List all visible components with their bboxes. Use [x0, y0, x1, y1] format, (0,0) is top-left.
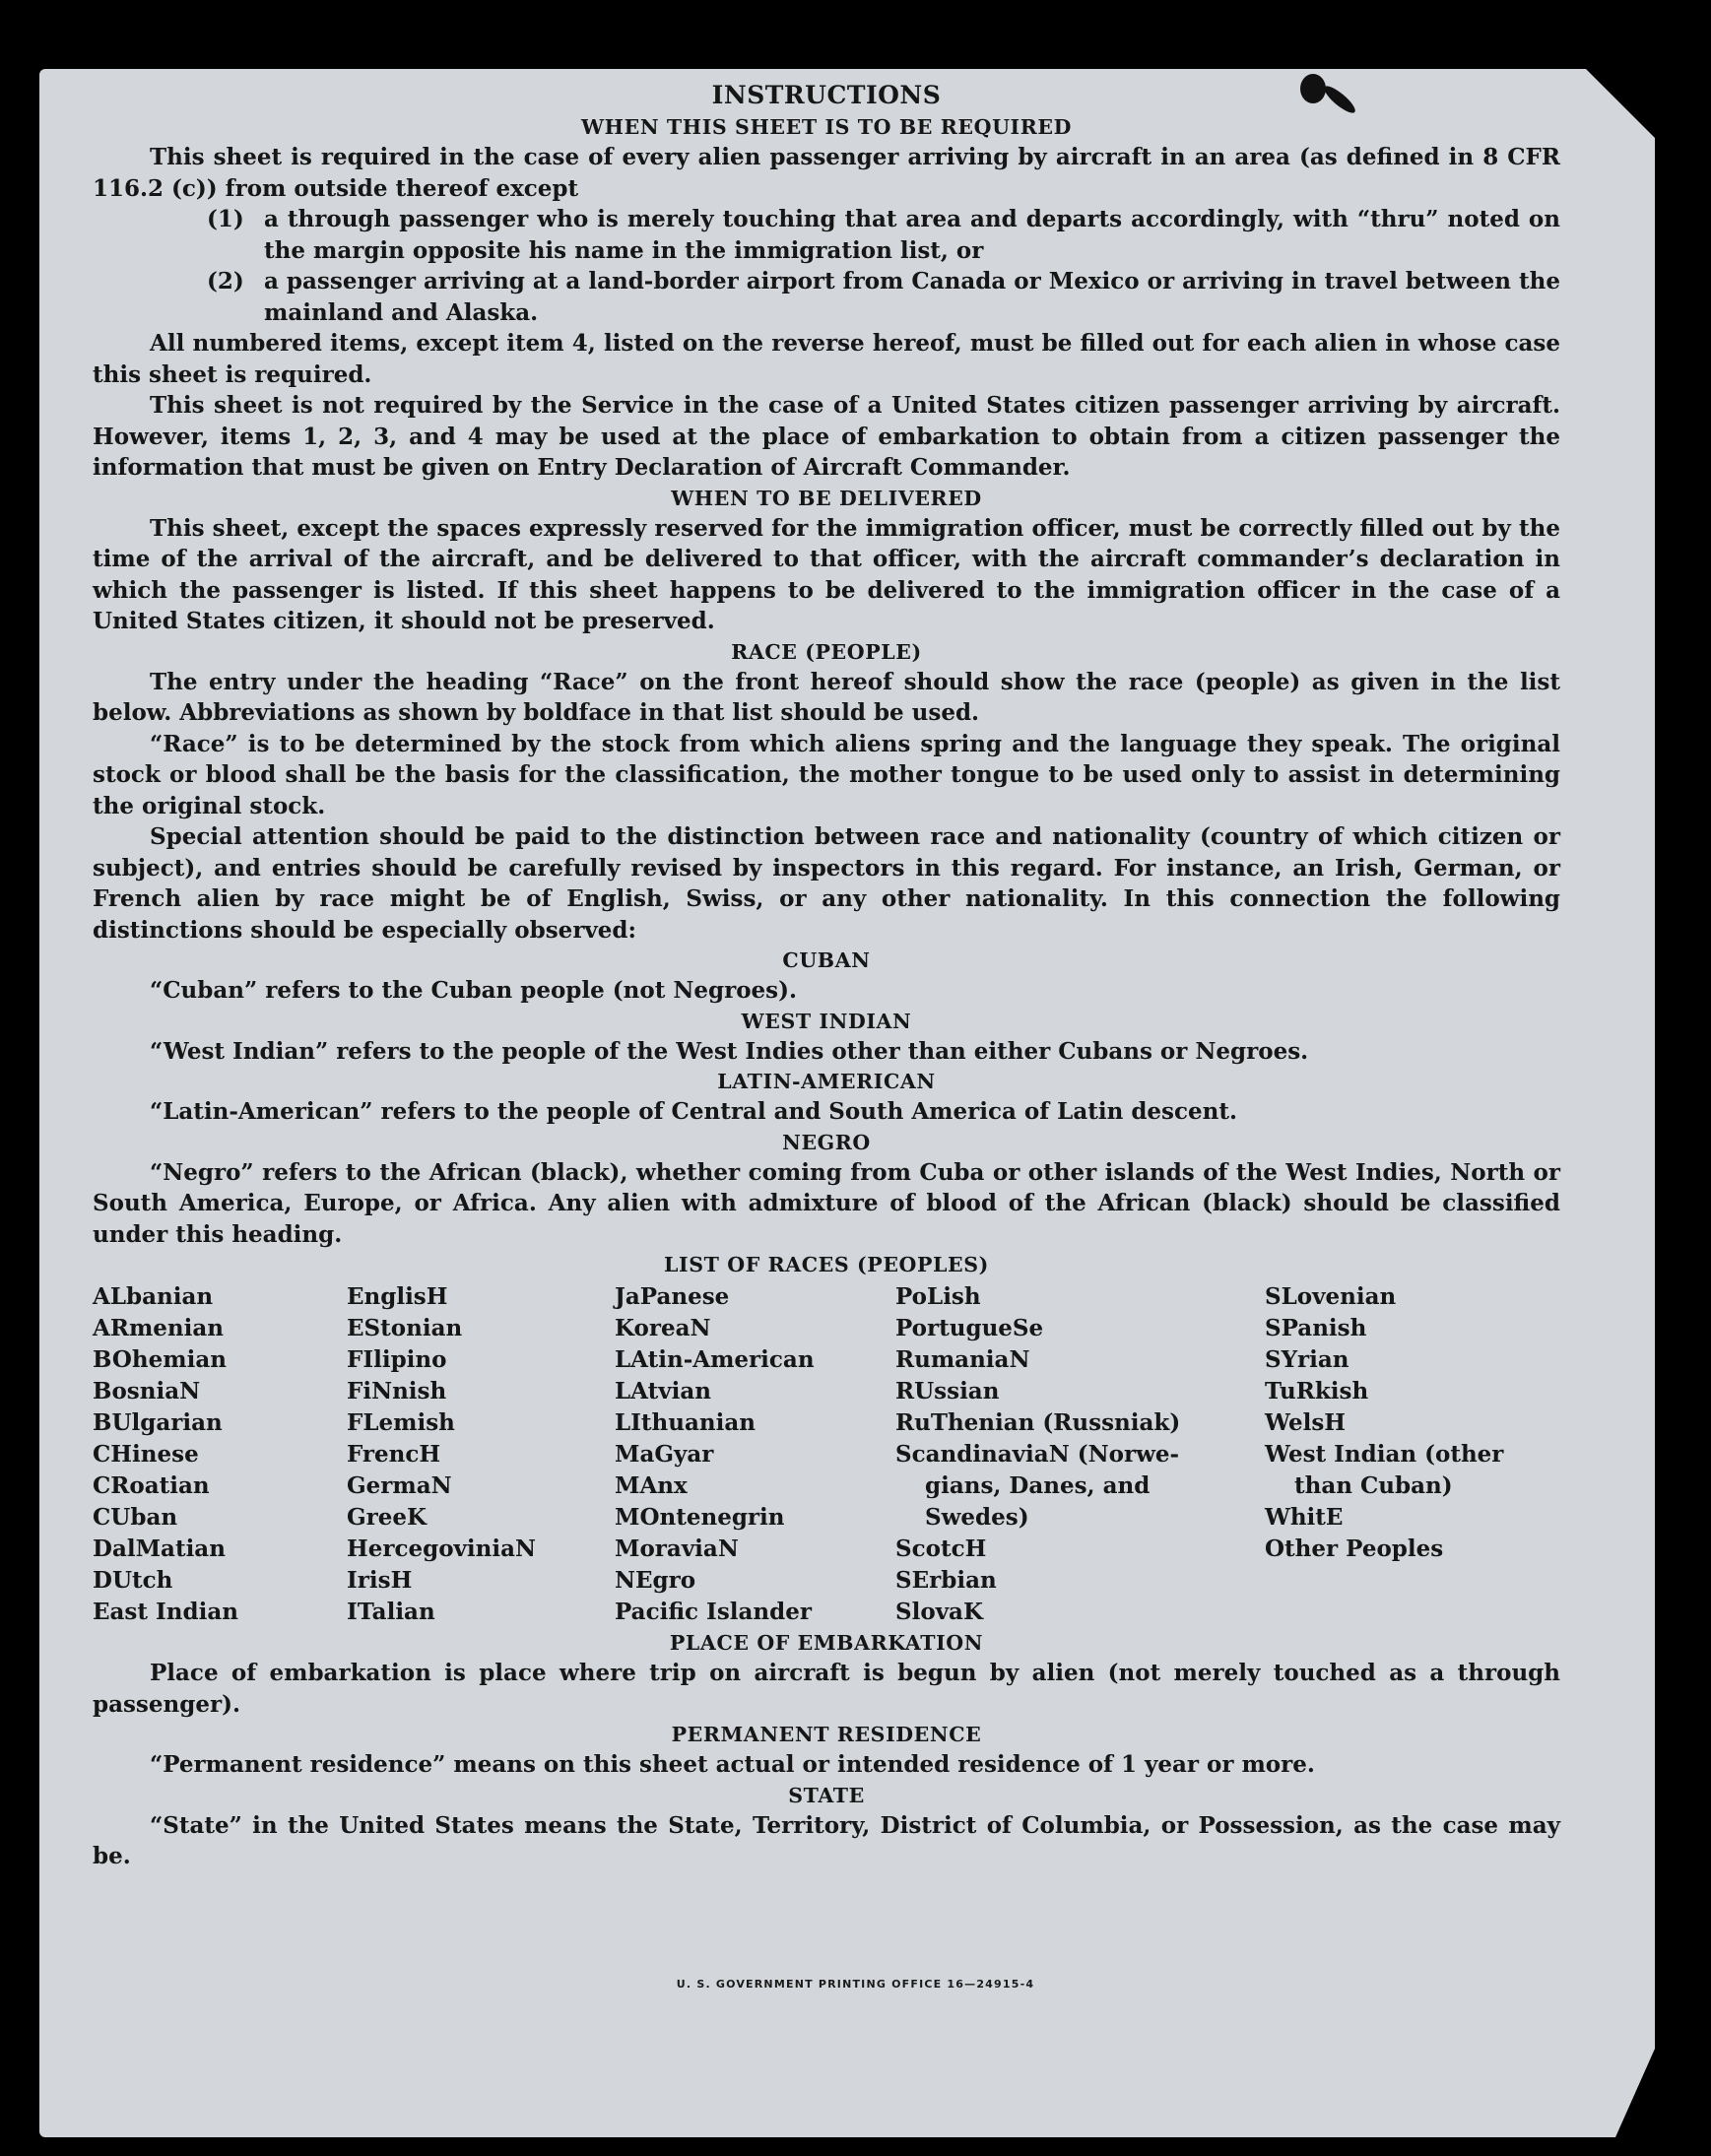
race-entry: FiNnish — [347, 1378, 447, 1405]
paragraph-latin-american: “Latin-American” refers to the people of Central and South America of Latin descent. — [150, 1098, 1237, 1125]
race-entry: ALbanian — [93, 1283, 214, 1310]
section-heading-state: STATE — [788, 1783, 865, 1807]
race-entry: West Indian (other — [1265, 1441, 1504, 1468]
race-entry: MAnx — [615, 1472, 688, 1499]
paragraph-west-indian: “West Indian” refers to the people of the West Indies other than either Cubans or Negroes. — [150, 1037, 1309, 1065]
race-entry: KoreaN — [615, 1315, 711, 1341]
paragraph-numbered-items: All numbered items, except item 4, listed on the reverse hereof, must be filled out for each alien in whose case this sheet is required. — [93, 330, 1560, 388]
race-entry: DalMatian — [93, 1535, 226, 1562]
race-entry: LIthuanian — [615, 1409, 756, 1436]
race-entry: EStonian — [347, 1315, 463, 1341]
race-entry: NEgro — [615, 1567, 696, 1594]
list-item-number: (2) — [207, 268, 244, 294]
race-entry: ARmenian — [93, 1315, 225, 1341]
race-entry: ScandinaviaN (Norwe- — [895, 1441, 1180, 1468]
paragraph-permanent-residence: “Permanent residence” means on this sheet actual or intended residence of 1 year or more. — [150, 1751, 1315, 1778]
race-entry: SPanish — [1265, 1315, 1367, 1341]
paragraph-race-3: Special attention should be paid to the distinction between race and nationality (country of which citizen or subject), and entries should be carefully revised by inspectors in this regard. For instance, an Irish, German, or French alien by race might be of English, Swiss, or any other nationality. In this connection the following distinctions should be especially observed: — [93, 823, 1560, 944]
races-column-4 — [895, 1281, 1265, 1628]
race-entry: GreeK — [347, 1504, 428, 1531]
race-entry: ScotcH — [895, 1535, 987, 1562]
list-item-text: a passenger arriving at a land-border airport from Canada or Mexico or arriving in travel between the mainland and Alaska. — [264, 268, 1560, 326]
paragraph-race-1: The entry under the heading “Race” on the front hereof should show the race (people) as given in the list below. Abbreviations as shown by boldface in that list should be used. — [93, 668, 1560, 726]
races-column-2 — [347, 1281, 615, 1628]
race-entry: East Indian — [93, 1599, 238, 1625]
race-entry: PoLish — [895, 1283, 981, 1310]
section-heading-list-of-races: LIST OF RACES (PEOPLES) — [664, 1253, 989, 1276]
section-heading-race: RACE (PEOPLE) — [731, 639, 922, 664]
paragraph-citizen: This sheet is not required by the Service in the case of a United States citizen passenger arriving by aircraft. However, items 1, 2, 3, and 4 may be used at the place of embarkation to obtain from a citizen passenger the information that must be given on Entry Declaration of Aircraft Commander. — [93, 392, 1560, 481]
race-entry: TuRkish — [1265, 1378, 1369, 1405]
race-entry: RuThenian (Russniak) — [895, 1409, 1181, 1436]
section-heading-negro: NEGRO — [782, 1130, 871, 1154]
race-entry: LAtvian — [615, 1378, 711, 1405]
race-entry: RUssian — [895, 1378, 1000, 1405]
paragraph-when-delivered: This sheet, except the spaces expressly reserved for the immigration officer, must be correctly filled out by the time of the arrival of the aircraft, and be delivered to that officer, with the aircraft commander’s declaration in which the passenger is listed. If this sheet happens to be delivered to the immigration officer in the case of a United States citizen, it should not be preserved. — [93, 514, 1560, 634]
race-entry: Pacific Islander — [615, 1599, 812, 1625]
paragraph-negro: “Negro” refers to the African (black), whether coming from Cuba or other islands of the West Indies, North or South America, Europe, or Africa. Any alien with admixture of blood of the African (black) should be classified under this heading. — [93, 1158, 1560, 1248]
section-heading-west-indian: WEST INDIAN — [741, 1009, 912, 1033]
race-entry: gians, Danes, and — [925, 1472, 1151, 1499]
race-entry: HercegoviniaN — [347, 1535, 537, 1562]
race-entry: BosniaN — [93, 1378, 201, 1405]
race-entry: MOntenegrin — [615, 1504, 785, 1531]
race-entry: SErbian — [895, 1567, 997, 1594]
section-heading-embarkation: PLACE OF EMBARKATION — [669, 1631, 984, 1655]
races-column-5 — [1265, 1281, 1560, 1628]
list-item-number: (1) — [207, 206, 244, 232]
race-entry: Other Peoples — [1265, 1535, 1444, 1562]
races-list — [93, 1281, 1560, 1628]
race-entry: SLovenian — [1265, 1283, 1397, 1310]
race-entry: RumaniaN — [895, 1346, 1030, 1373]
race-entry: WhitE — [1265, 1504, 1344, 1531]
race-entry: CHinese — [93, 1441, 199, 1468]
race-entry: PortugueSe — [895, 1315, 1044, 1341]
race-entry: JaPanese — [615, 1283, 730, 1310]
paragraph-state: “State” in the United States means the State, Territory, District of Columbia, or Possession, as the case may be. — [93, 1811, 1560, 1869]
race-entry: SYrian — [1265, 1346, 1349, 1373]
race-entry: FLemish — [347, 1409, 455, 1436]
page-title: INSTRUCTIONS — [711, 81, 942, 109]
race-entry: MaGyar — [615, 1441, 714, 1468]
paragraph-embarkation: Place of embarkation is place where trip on aircraft is begun by alien (not merely touched as a through passenger). — [93, 1660, 1560, 1718]
race-entry: SlovaK — [895, 1599, 983, 1625]
paragraph-cuban: “Cuban” refers to the Cuban people (not Negroes). — [150, 977, 798, 1004]
instructions-body — [93, 79, 1560, 1872]
race-entry: FrencH — [347, 1441, 441, 1468]
race-entry: BOhemian — [93, 1346, 227, 1373]
race-entry: DUtch — [93, 1567, 173, 1594]
races-column-3 — [615, 1281, 895, 1628]
race-entry: ITalian — [347, 1599, 435, 1625]
section-heading-permanent-residence: PERMANENT RESIDENCE — [671, 1723, 982, 1746]
section-heading-when-delivered: WHEN TO BE DELIVERED — [671, 486, 982, 510]
torn-corner-bottom-right — [1615, 2049, 1655, 2137]
paragraph-when-required-intro: This sheet is required in the case of every alien passenger arriving by aircraft in an area (as defined in 8 CFR 116.2 (c)) from outside thereof except — [93, 144, 1560, 202]
paragraph-race-2: “Race” is to be determined by the stock from which aliens spring and the language they speak. The original stock or blood shall be the basis for the classification, the mother tongue to be used only to assist in determining the original stock. — [93, 730, 1560, 819]
race-entry: GermaN — [347, 1472, 452, 1499]
section-heading-cuban: CUBAN — [782, 948, 871, 972]
race-entry: BUlgarian — [93, 1409, 223, 1436]
races-column-1 — [93, 1281, 347, 1628]
race-entry: EnglisH — [347, 1283, 448, 1310]
race-entry: than Cuban) — [1294, 1472, 1453, 1499]
race-entry: MoraviaN — [615, 1535, 739, 1562]
section-heading-when-required: WHEN THIS SHEET IS TO BE REQUIRED — [581, 115, 1072, 139]
race-entry: IrisH — [347, 1567, 413, 1594]
list-item-text: a through passenger who is merely touching that area and departs accordingly, with “thru” noted on the margin opposite his name in the immigration list, or — [264, 206, 1560, 264]
section-heading-latin-american: LATIN-AMERICAN — [717, 1070, 936, 1093]
race-entry: LAtin-American — [615, 1346, 815, 1373]
list-item — [93, 204, 1560, 266]
race-entry: Swedes) — [925, 1504, 1029, 1531]
torn-corner-top-right — [1586, 69, 1655, 138]
printer-imprint: U. S. GOVERNMENT PRINTING OFFICE 16—24915-4 — [676, 1978, 1035, 1991]
race-entry: CRoatian — [93, 1472, 210, 1499]
race-entry: CUban — [93, 1504, 178, 1531]
list-item — [93, 266, 1560, 328]
race-entry: FIlipino — [347, 1346, 447, 1373]
race-entry: WelsH — [1265, 1409, 1347, 1436]
